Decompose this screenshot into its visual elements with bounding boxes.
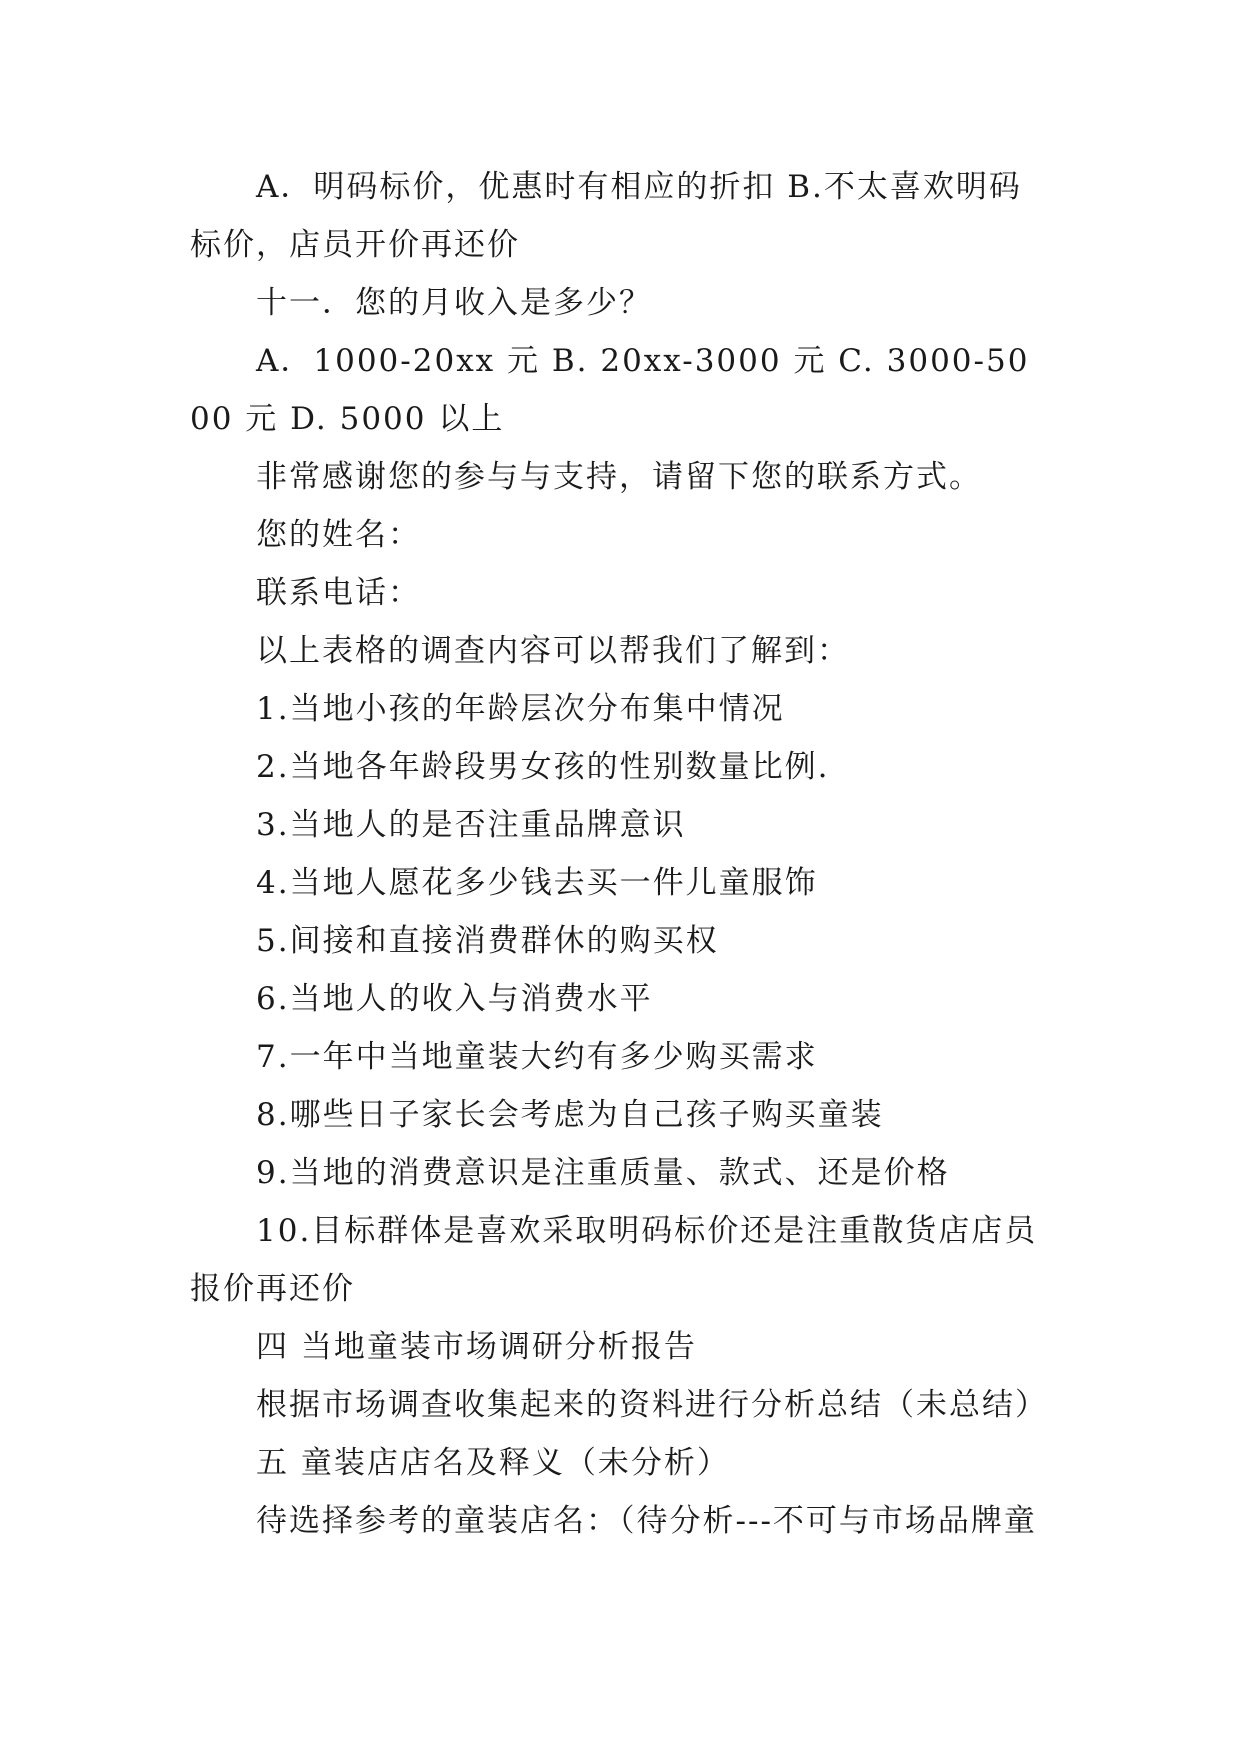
section-five-heading: 五 童装店店名及释义（未分析）	[256, 1445, 730, 1481]
name-field-label: 您的姓名：	[256, 517, 421, 553]
document-body	[190, 158, 1050, 1550]
income-options: A．1000-20xx 元 B. 20xx-3000 元 C. 3000-5000 元 D. 5000 以上	[190, 343, 1030, 437]
phone-field-label: 联系电话：	[256, 575, 421, 611]
store-name-candidates: 待选择参考的童装店名：（待分析---不可与市场品牌童	[256, 1503, 1037, 1539]
list-item: 5.间接和直接消费群休的购买权	[256, 923, 719, 959]
list-item: 9.当地的消费意识是注重质量、款式、还是价格	[256, 1155, 950, 1191]
list-item: 2.当地各年龄段男女孩的性别数量比例.	[256, 749, 830, 785]
section-four-body: 根据市场调查收集起来的资料进行分析总结（未总结）	[256, 1387, 1048, 1423]
survey-summary-intro: 以上表格的调查内容可以帮我们了解到：	[256, 633, 850, 669]
section-four-heading: 四 当地童装市场调研分析报告	[256, 1329, 697, 1365]
question-eleven: 十一．您的月收入是多少？	[256, 285, 652, 321]
list-item: 7.一年中当地童装大约有多少购买需求	[256, 1039, 818, 1075]
list-item: 3.当地人的是否注重品牌意识	[256, 807, 686, 843]
pricing-options: A．明码标价，优惠时有相应的折扣 B.不太喜欢明码标价，店员开价再还价	[190, 169, 1022, 263]
list-item: 1.当地小孩的年龄层次分布集中情况	[256, 691, 785, 727]
list-item: 10.目标群体是喜欢采取明码标价还是注重散货店店员报价再还价	[190, 1213, 1038, 1307]
thank-you-text: 非常感谢您的参与与支持，请留下您的联系方式。	[256, 459, 982, 495]
list-item: 4.当地人愿花多少钱去买一件儿童服饰	[256, 865, 818, 901]
list-item: 6.当地人的收入与消费水平	[256, 981, 653, 1017]
list-item: 8.哪些日子家长会考虑为自己孩子购买童装	[256, 1097, 884, 1133]
